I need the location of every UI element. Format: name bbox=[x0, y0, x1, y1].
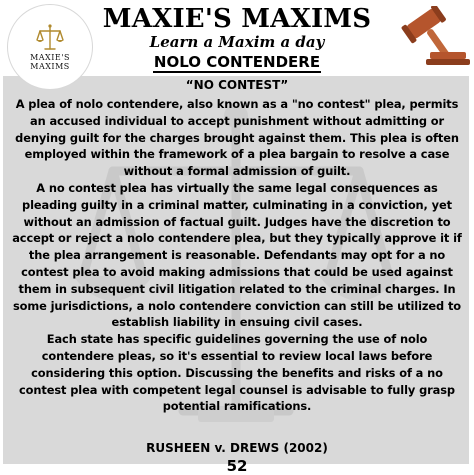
scales-of-justice-icon bbox=[35, 23, 65, 53]
paragraph-1: A plea of nolo contendere, also known as a "no contest" plea, permits an accused individual to accept punishment without admitting or denying guilt for the charges brought against them. This plea is often employed within the framework of a plea bargain to resolve a case without a formal admission of guilt. bbox=[15, 97, 459, 179]
logo-line-2: MAXIMS bbox=[30, 62, 70, 71]
page-subtitle: Learn a Maxim a day bbox=[149, 33, 325, 51]
maxim-term bbox=[100, 53, 374, 71]
paragraph-2: A no contest plea has virtually the same legal consequences as pleading guilty in a criminal matter, culminating in a conviction, yet without an admission of factual guilt. Judges have the discretion to accept or reject a nolo contendere plea, but they typically approve it if the plea arrangement is reasonable. Defendants may opt for a no contest plea to avoid making admissions that could be used against them in subsequent civil litigation related to the criminal charges. In some jurisdictions, a nolo contendere conviction can still be utilized to establish liability in ensuing civil cases. bbox=[12, 180, 462, 330]
page-number: 52 bbox=[226, 457, 248, 475]
logo-line-1: MAXIE'S bbox=[30, 53, 70, 62]
gavel-icon bbox=[396, 6, 470, 66]
case-citation: RUSHEEN v. DREWS (2002) bbox=[146, 441, 328, 455]
maxim-explanation bbox=[10, 96, 464, 415]
paragraph-3: Each state has specific guidelines governing the use of nolo contendere pleas, so it's essential to review local laws before considering this option. Discussing the benefits and risks of a no contest plea with competent legal counsel is advisable to fully grasp potential ramifications. bbox=[19, 332, 455, 414]
page-title: MAXIE'S MAXIMS bbox=[102, 4, 372, 34]
maxim-term-text: NOLO CONTENDERE bbox=[153, 53, 321, 71]
alternate-name-heading: “NO CONTEST” bbox=[185, 78, 289, 92]
